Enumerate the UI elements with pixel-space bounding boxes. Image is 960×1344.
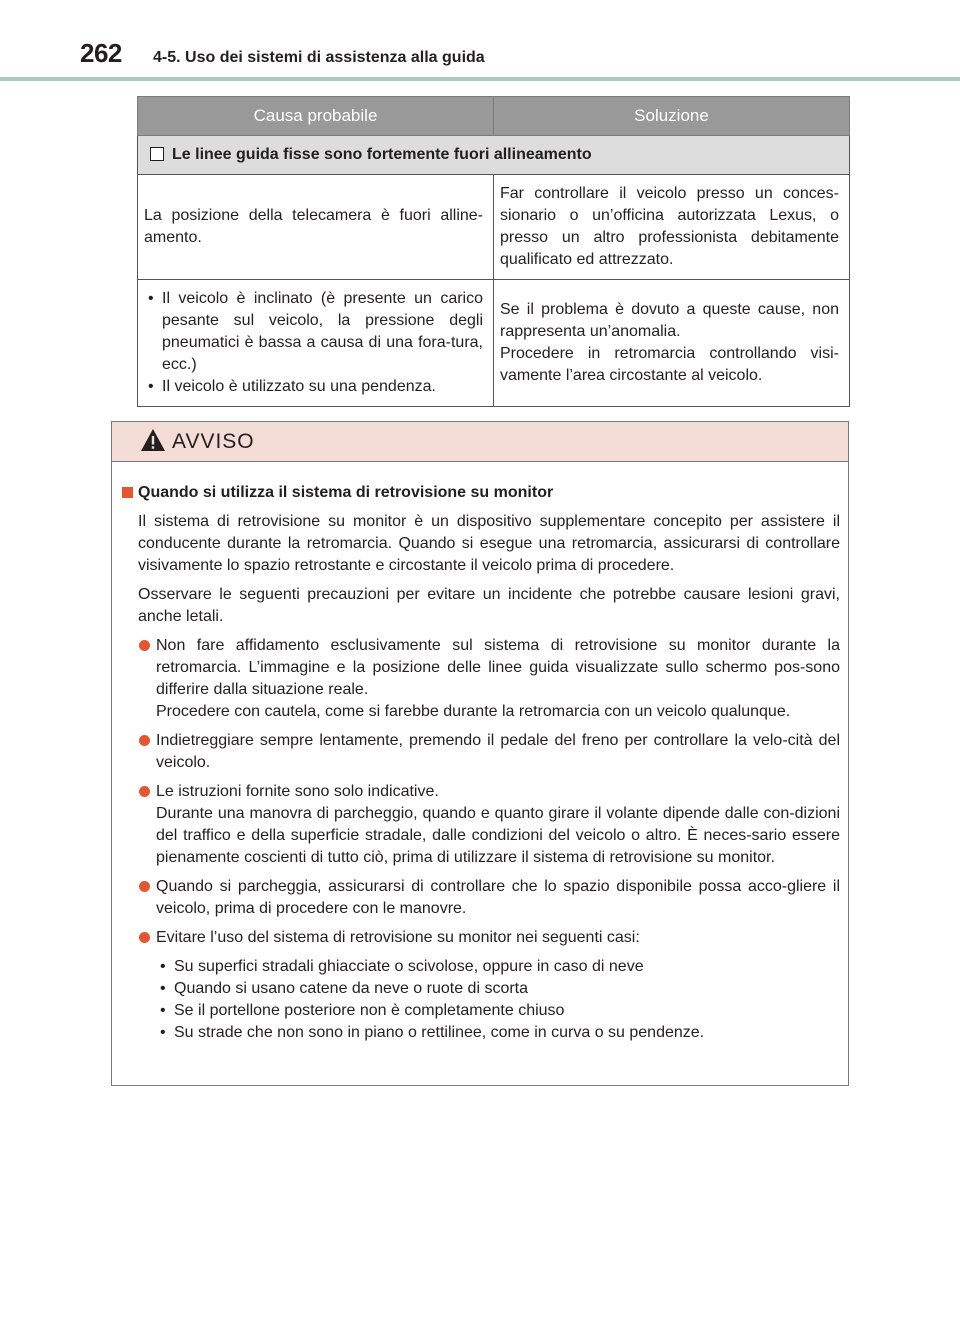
table-row: [138, 280, 850, 407]
list-item: • Su strade che non sono in piano o rettilinee, come in curva o su pendenze.: [156, 1022, 840, 1044]
troubleshooting-table: [137, 96, 850, 407]
list-item: • Il veicolo è utilizzato su una pendenza.: [144, 376, 483, 398]
warning-item: [122, 730, 840, 774]
table-row: [138, 175, 850, 280]
warning-paragraph: Il sistema di retrovisione su monitor è un dispositivo supplementare concepito per assistere il conducente durante la retromarcia. Quando si esegue una retromarcia, assicurarsi di controllare visivamente lo spazio retrostante e circostante il veicolo prima di procedere.: [138, 513, 840, 574]
warning-item: [122, 781, 840, 869]
list-item: • Quando si usano catene da neve o ruote di scorta: [156, 978, 840, 1000]
circle-bullet-icon: [139, 881, 150, 892]
table-header-row: [138, 97, 850, 136]
list-item: • Su superfici stradali ghiacciate o scivolose, oppure in caso di neve: [156, 956, 840, 978]
section-title: 4-5. Uso dei sistemi di assistenza alla guida: [153, 49, 485, 66]
warning-body: [112, 462, 848, 1044]
warning-sub-list: [156, 956, 840, 1044]
warning-item-line: Non fare affidamento esclusivamente sul sistema di retrovisione su monitor durante la retromarcia. L’immagine e la posizione delle linee guida visualizzate sullo schermo pos-sono differire dalla situazione reale.: [156, 637, 840, 698]
header-rule: [0, 77, 960, 81]
list-item: • Il veicolo è inclinato (è presente un carico pesante sul veicolo, la pressione degli pneumatici è bassa a causa di una fora-tura, ecc.): [144, 288, 483, 376]
cause-list: [144, 288, 483, 398]
page-header: [0, 0, 960, 80]
warning-heading-text: Quando si utilizza il sistema di retrovisione su monitor: [138, 484, 554, 501]
circle-bullet-icon: [139, 932, 150, 943]
solution-line: Procedere in retromarcia controllando visi-vamente l’area circostante al veicolo.: [500, 345, 839, 384]
warning-item-line: Quando si parcheggia, assicurarsi di controllare che lo spazio disponibile possa acco-gliere il veicolo, prima di procedere con le manovre.: [156, 878, 840, 917]
column-header-solution: Soluzione: [494, 97, 850, 136]
list-item: • Se il portellone posteriore non è completamente chiuso: [156, 1000, 840, 1022]
circle-bullet-icon: [139, 735, 150, 746]
warning-item-line: Durante una manovra di parcheggio, quando e quanto girare il volante dipende dalle con-dizioni del traffico e della superficie stradale, dalle condizioni del veicolo o altro. È neces-sario essere pienamente coscienti di tutto ciò, prima di utilizzare il sistema di retrovisione su monitor.: [156, 805, 840, 866]
warning-item-line: Indietreggiare sempre lentamente, premendo il pedale del freno per controllare la velo-cità del veicolo.: [156, 732, 840, 771]
warning-item: [122, 927, 840, 1044]
solution-cell: Far controllare il veicolo presso un conces-sionario o un’officina autorizzata Lexus, o presso un altro professionista debitamente qualificato ed attrezzato.: [494, 175, 850, 280]
cause-cell: La posizione della telecamera è fuori alline-amento.: [138, 175, 494, 280]
warning-item: [122, 635, 840, 723]
warning-box: [111, 421, 849, 1086]
warning-triangle-icon: [140, 428, 166, 452]
cause-cell: [138, 280, 494, 407]
warning-item-line: Procedere con cautela, come si farebbe durante la retromarcia con un veicolo qualunque.: [156, 703, 791, 720]
page-number: 262: [80, 38, 122, 68]
group-cell: [138, 136, 850, 175]
warning-item-line: Le istruzioni fornite sono solo indicative.: [156, 783, 439, 800]
table-group-row: [138, 136, 850, 175]
solution-line: Se il problema è dovuto a queste cause, non rappresenta un’anomalia.: [500, 301, 839, 340]
warning-heading: [122, 482, 840, 504]
checkbox-icon: [150, 147, 164, 161]
warning-title: AVVISO: [172, 430, 255, 453]
circle-bullet-icon: [139, 640, 150, 651]
warning-header: [112, 422, 848, 462]
group-title: Le linee guida fisse sono fortemente fuori allineamento: [172, 146, 592, 163]
warning-item-line: Evitare l’uso del sistema di retrovisione su monitor nei seguenti casi:: [156, 929, 640, 946]
circle-bullet-icon: [139, 786, 150, 797]
solution-cell: [494, 280, 850, 407]
warning-paragraph: Osservare le seguenti precauzioni per evitare un incidente che potrebbe causare lesioni gravi, anche letali.: [138, 586, 840, 625]
warning-item: [122, 876, 840, 920]
square-bullet-icon: [122, 487, 133, 498]
column-header-cause: Causa probabile: [138, 97, 494, 136]
